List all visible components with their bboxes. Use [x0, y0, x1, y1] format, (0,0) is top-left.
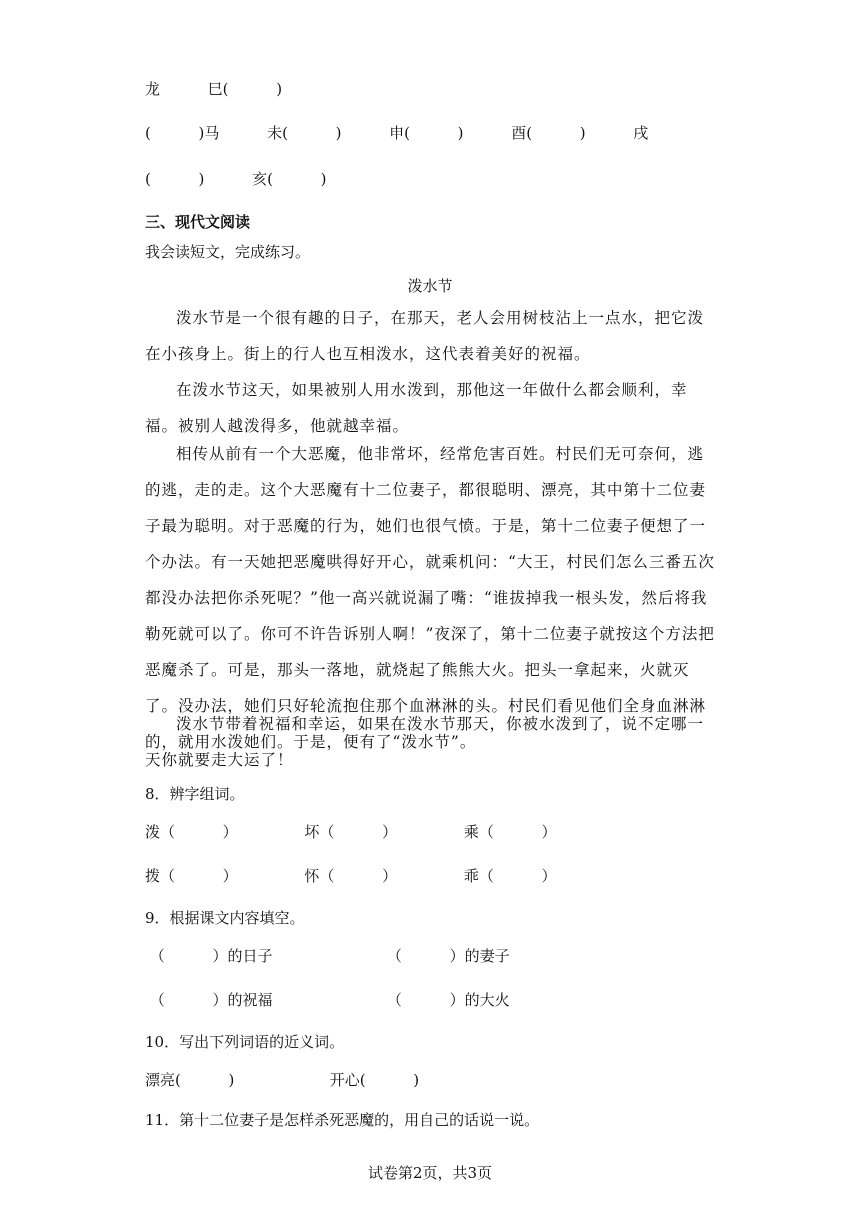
section-heading: 三、现代文阅读: [145, 213, 251, 231]
story-paragraph: 泼水节是一个很有趣的日子，在那天，老人会用树枝沾上一点水，把它泼在小孩身上。街上的行人也互相泼水，这代表着美好的祝福。: [145, 309, 705, 363]
question-10-row-1: 漂亮( ) 开心( ): [145, 1071, 420, 1089]
reading-instruction: 我会读短文，完成练习。: [145, 243, 311, 261]
question-8-title: 8．辨字组词。: [145, 785, 245, 803]
question-9-title: 9．根据课文内容填空。: [145, 909, 305, 927]
question-11-title: 11．第十二位妻子是怎样杀死恶魔的，用自己的话说一说。: [145, 1111, 540, 1129]
zodiac-row-3: ( ) 亥( ): [145, 170, 327, 188]
question-9-row-1: （ ）的日子 （ ）的妻子: [145, 947, 510, 965]
story-paragraph: 相传从前有一个大恶魔，他非常坏，经常危害百姓。村民们无可奈何，逃的逃，走的走。这个大恶魔有十二位妻子，都很聪明、漂亮，其中第十二位妻子最为聪明。对于恶魔的行为，她们也很气愤。于是，第十二位妻子便想了一个办法。有一天她把恶魔哄得好开心，就乘机问：“大王，村民们怎么三番五次都没办法把你杀死呢？”他一高兴就说漏了嘴：“谁拔掉我一根头发，然后将我勒死就可以了。你可不许告诉别人啊！”夜深了，第十二位妻子就按这个方法把恶魔杀了。可是，那头一落地，就烧起了熊熊大火。把头一拿起来，火就灭了。没办法，她们只好轮流抱住那个血淋淋的头。村民们看见他们全身血淋淋的，就用水泼她们。于是，便有了“泼水节”。: [145, 445, 715, 751]
page-footer: 试卷第2页，共3页: [367, 1164, 493, 1182]
story-paragraph: 泼水节带着祝福和幸运，如果在泼水节那天，你被水泼到了，说不定哪一天你就要走大运了！: [145, 715, 705, 769]
question-8-row-1: 泼（ ） 坏（ ） 乘（ ）: [145, 823, 557, 841]
zodiac-row-1: 龙 巳( ): [145, 80, 283, 98]
zodiac-row-2: ( )马 未( ) 申( ) 酉( ) 戌: [145, 124, 649, 142]
question-10-title: 10．写出下列词语的近义词。: [145, 1033, 345, 1051]
question-8-row-2: 拨（ ） 怀（ ） 乖（ ）: [145, 867, 557, 885]
story-title: 泼水节: [407, 277, 453, 295]
story-paragraph: 在泼水节这天，如果被别人用水泼到，那他这一年做什么都会顺利，幸福。被别人越泼得多，他就越幸福。: [145, 381, 688, 435]
question-9-row-2: （ ）的祝福 （ ）的大火: [145, 991, 510, 1009]
